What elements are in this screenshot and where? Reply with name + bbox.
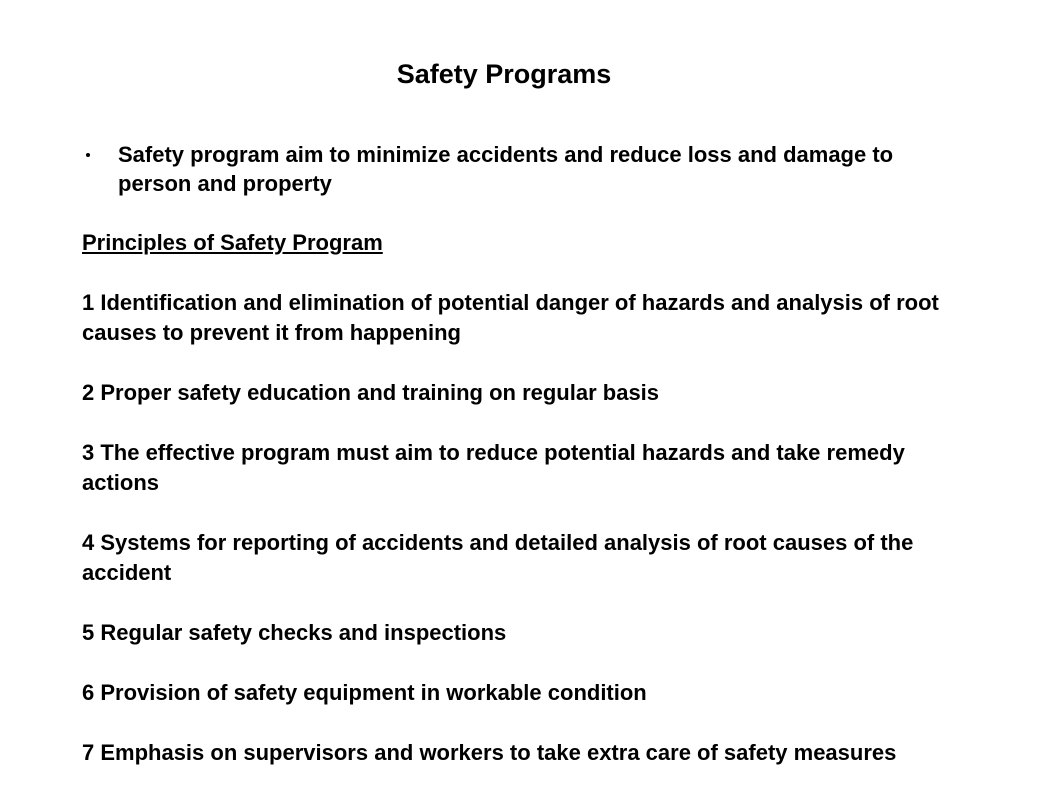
principles-heading: Principles of Safety Program (82, 230, 383, 255)
principle-item-2: 2 Proper safety education and training on regular basis (82, 380, 660, 405)
slide-title: Safety Programs (396, 59, 612, 89)
bullet-dot-icon (86, 153, 90, 157)
principle-item-1: 1 Identification and elimination of potential danger of hazards and analysis of root causes to prevent it from happening (82, 290, 939, 345)
bullet-text: Safety program aim to minimize accidents and reduce loss and damage to person and property (118, 142, 894, 196)
principle-item-6: 6 Provision of safety equipment in workable condition (82, 680, 647, 705)
principle-item-5: 5 Regular safety checks and inspections (82, 620, 507, 645)
principles-section (82, 228, 962, 768)
principle-item-7: 7 Emphasis on supervisors and workers to take extra care of safety measures (82, 740, 897, 765)
principle-item-3: 3 The effective program must aim to reduce potential hazards and take remedy actions (82, 440, 905, 495)
principle-item-4: 4 Systems for reporting of accidents and detailed analysis of root causes of the accident (82, 530, 914, 585)
